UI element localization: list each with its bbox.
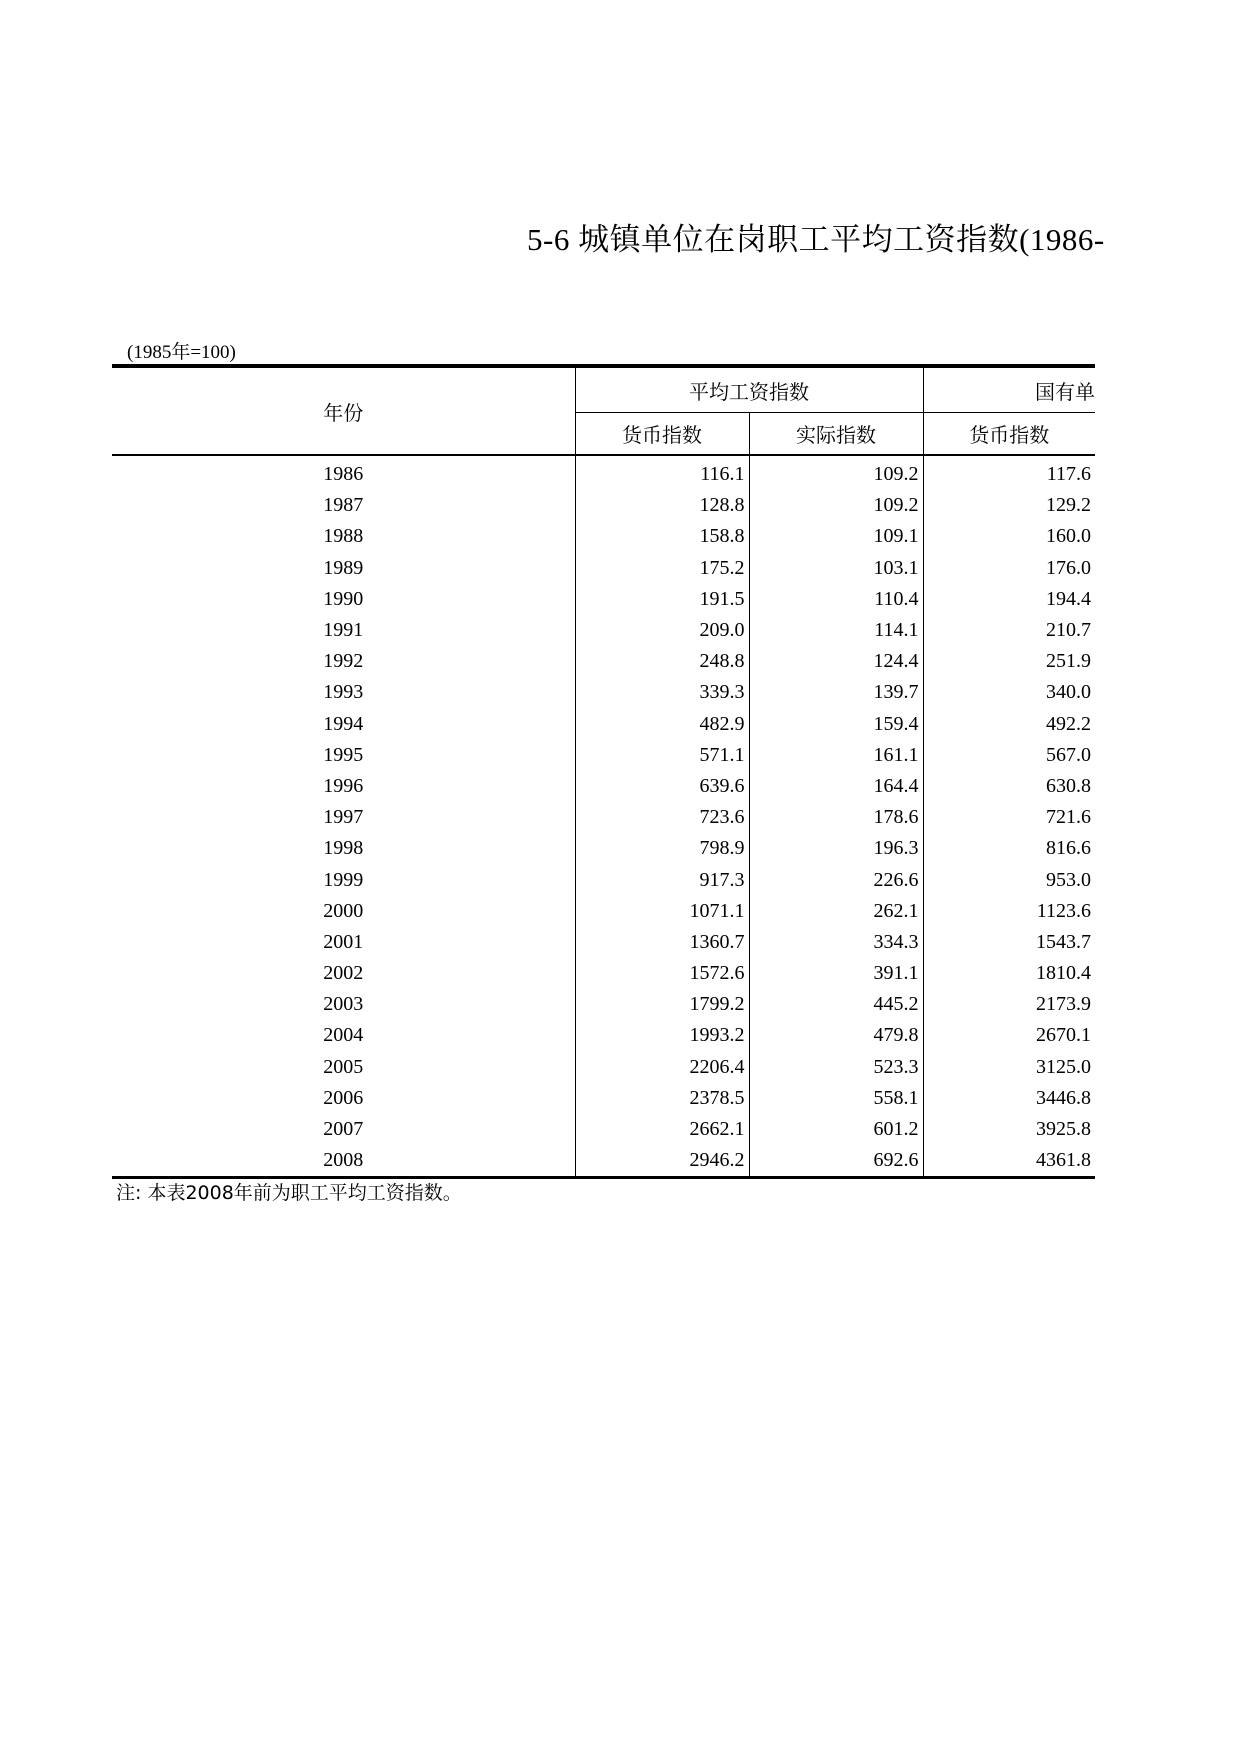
state-nominal-index-cell: 1543.7: [1036, 930, 1091, 953]
state-nominal-index-cell: 251.9: [1046, 650, 1091, 673]
state-nominal-index-cell: 953.0: [1046, 868, 1091, 891]
year-cell: 1998: [112, 833, 575, 864]
table-body: [112, 455, 1095, 1178]
table-row: [112, 584, 1095, 615]
table-row: [112, 1145, 1095, 1178]
state-nominal-index-cell: 2670.1: [1036, 1024, 1091, 1047]
year-cell: 1996: [112, 771, 575, 802]
state-nominal-index-cell: 117.6: [1046, 463, 1091, 486]
nominal-index-cell: 2662.1: [575, 1114, 749, 1145]
real-index-cell: 114.1: [749, 615, 923, 646]
nominal-index-cell: 2378.5: [575, 1083, 749, 1114]
real-index-cell: 109.2: [749, 455, 923, 490]
real-index-cell: 109.1: [749, 521, 923, 552]
nominal-index-cell: 339.3: [575, 677, 749, 708]
state-nominal-index-cell: 816.6: [1046, 837, 1091, 860]
year-cell: 1991: [112, 615, 575, 646]
state-nominal-index-cell: 3446.8: [1036, 1086, 1091, 1109]
state-nominal-index-cell: 1123.6: [1036, 899, 1091, 922]
year-cell: 1990: [112, 584, 575, 615]
table-row: [112, 455, 1095, 490]
year-cell: 2002: [112, 958, 575, 989]
page-title: 5-6 城镇单位在岗职工平均工资指数(1986-: [527, 222, 1105, 257]
table-row: [112, 1083, 1095, 1114]
nominal-index-cell: 1799.2: [575, 989, 749, 1020]
real-index-cell: 226.6: [749, 864, 923, 895]
year-cell: 2005: [112, 1052, 575, 1083]
real-index-cell: 523.3: [749, 1052, 923, 1083]
header-nominal-index: 货币指数: [575, 413, 749, 456]
year-cell: 1989: [112, 553, 575, 584]
header-state-nominal-index: 货币指数: [923, 413, 1095, 456]
real-index-cell: 109.2: [749, 490, 923, 521]
state-nominal-index-cell: 3125.0: [1036, 1055, 1091, 1078]
table-row: [112, 740, 1095, 771]
table-row: [112, 646, 1095, 677]
table-row: [112, 927, 1095, 958]
table-row: [112, 490, 1095, 521]
year-cell: 2004: [112, 1020, 575, 1051]
real-index-cell: 161.1: [749, 740, 923, 771]
wage-index-table-container: [112, 364, 1095, 1179]
table-row: [112, 802, 1095, 833]
real-index-cell: 164.4: [749, 771, 923, 802]
real-index-cell: 334.3: [749, 927, 923, 958]
real-index-cell: 601.2: [749, 1114, 923, 1145]
table-row: [112, 989, 1095, 1020]
state-nominal-index-cell: 3925.8: [1036, 1118, 1091, 1141]
real-index-cell: 103.1: [749, 553, 923, 584]
real-index-cell: 262.1: [749, 896, 923, 927]
state-nominal-index-cell: 492.2: [1046, 712, 1091, 735]
real-index-cell: 196.3: [749, 833, 923, 864]
real-index-cell: 558.1: [749, 1083, 923, 1114]
nominal-index-cell: 209.0: [575, 615, 749, 646]
year-cell: 1987: [112, 490, 575, 521]
table-row: [112, 521, 1095, 552]
real-index-cell: 692.6: [749, 1145, 923, 1178]
header-real-index: 实际指数: [749, 413, 923, 456]
state-nominal-index-cell: 160.0: [1046, 525, 1091, 548]
nominal-index-cell: 571.1: [575, 740, 749, 771]
real-index-cell: 445.2: [749, 989, 923, 1020]
nominal-index-cell: 1071.1: [575, 896, 749, 927]
year-cell: 1992: [112, 646, 575, 677]
nominal-index-cell: 158.8: [575, 521, 749, 552]
table-row: [112, 677, 1095, 708]
nominal-index-cell: 639.6: [575, 771, 749, 802]
base-year-note: (1985年=100): [127, 342, 236, 363]
nominal-index-cell: 723.6: [575, 802, 749, 833]
header-state-owned: 国有单: [923, 366, 1095, 413]
year-cell: 2000: [112, 896, 575, 927]
real-index-cell: 124.4: [749, 646, 923, 677]
state-nominal-index-cell: 567.0: [1046, 743, 1091, 766]
nominal-index-cell: 2946.2: [575, 1145, 749, 1178]
real-index-cell: 391.1: [749, 958, 923, 989]
table-row: [112, 1114, 1095, 1145]
real-index-cell: 110.4: [749, 584, 923, 615]
footnote: 注: 本表2008年前为职工平均工资指数。: [116, 1182, 462, 1204]
state-nominal-index-cell: 194.4: [1046, 587, 1091, 610]
nominal-index-cell: 116.1: [575, 455, 749, 490]
table-row: [112, 1052, 1095, 1083]
year-cell: 2008: [112, 1145, 575, 1178]
nominal-index-cell: 2206.4: [575, 1052, 749, 1083]
year-cell: 2001: [112, 927, 575, 958]
nominal-index-cell: 175.2: [575, 553, 749, 584]
nominal-index-cell: 482.9: [575, 709, 749, 740]
nominal-index-cell: 1993.2: [575, 1020, 749, 1051]
table-row: [112, 864, 1095, 895]
year-cell: 1988: [112, 521, 575, 552]
table-row: [112, 833, 1095, 864]
year-cell: 1999: [112, 864, 575, 895]
header-average-wage-index: 平均工资指数: [575, 366, 923, 413]
year-cell: 1995: [112, 740, 575, 771]
real-index-cell: 479.8: [749, 1020, 923, 1051]
nominal-index-cell: 191.5: [575, 584, 749, 615]
nominal-index-cell: 128.8: [575, 490, 749, 521]
year-cell: 2006: [112, 1083, 575, 1114]
table-row: [112, 553, 1095, 584]
state-nominal-index-cell: 630.8: [1046, 774, 1091, 797]
nominal-index-cell: 1360.7: [575, 927, 749, 958]
table-row: [112, 615, 1095, 646]
year-cell: 1986: [112, 455, 575, 490]
state-nominal-index-cell: 176.0: [1046, 556, 1091, 579]
table-row: [112, 771, 1095, 802]
year-cell: 1994: [112, 709, 575, 740]
nominal-index-cell: 1572.6: [575, 958, 749, 989]
state-nominal-index-cell: 340.0: [1046, 681, 1091, 704]
nominal-index-cell: 248.8: [575, 646, 749, 677]
year-cell: 2003: [112, 989, 575, 1020]
year-cell: 2007: [112, 1114, 575, 1145]
state-nominal-index-cell: 1810.4: [1036, 962, 1091, 985]
real-index-cell: 139.7: [749, 677, 923, 708]
nominal-index-cell: 917.3: [575, 864, 749, 895]
table-row: [112, 958, 1095, 989]
state-nominal-index-cell: 129.2: [1046, 494, 1091, 517]
state-nominal-index-cell: 4361.8: [923, 1145, 1095, 1178]
year-cell: 1993: [112, 677, 575, 708]
header-year: 年份: [112, 366, 575, 455]
wage-index-table: [112, 364, 1095, 1179]
state-nominal-index-cell: 210.7: [1046, 619, 1091, 642]
year-cell: 1997: [112, 802, 575, 833]
table-row: [112, 709, 1095, 740]
state-nominal-index-cell: 721.6: [1046, 806, 1091, 829]
nominal-index-cell: 798.9: [575, 833, 749, 864]
real-index-cell: 159.4: [749, 709, 923, 740]
real-index-cell: 178.6: [749, 802, 923, 833]
state-nominal-index-cell: 2173.9: [1036, 993, 1091, 1016]
table-row: [112, 1020, 1095, 1051]
table-row: [112, 896, 1095, 927]
table-header: [112, 366, 1095, 455]
